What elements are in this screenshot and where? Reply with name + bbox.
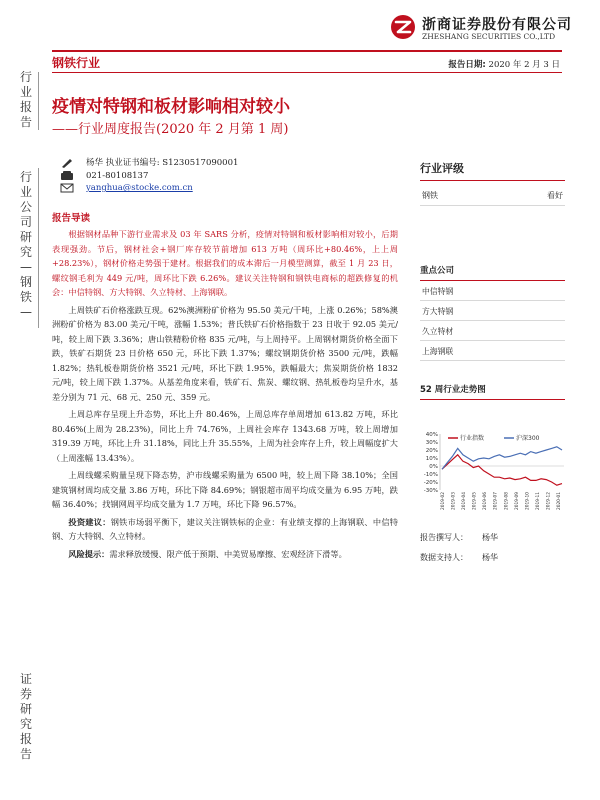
pen-icon xyxy=(60,158,74,168)
trend-chart xyxy=(418,428,568,510)
risk-label: 风险提示： xyxy=(68,548,110,559)
company-item: 久立特材 xyxy=(420,321,565,341)
side-tab-char: — xyxy=(20,305,32,319)
y-tick-label: 10% xyxy=(425,456,438,462)
sidebar-right xyxy=(420,160,565,400)
side-tab-char: 报 xyxy=(19,100,32,114)
x-tick-label: 2019-09 xyxy=(514,492,520,510)
guide-para-ore: 上周铁矿石价格涨跌互现。62%澳洲粉矿价格为 95.50 美元/干吨，上涨 0.26%；58%澳洲粉矿价格为 83.00 美元/干吨，涨幅 1.53%；普氏铁矿石价格指数于 23 日收于 92.05 美元/吨，较上周下跌 3.36%；唐山铁精粉价格 835 元/吨，与上周持平。上周钢材期货价格全面下跌，铁矿石期货 23 日价格 650 元，环比下跌 1.37%；螺纹钢期货价格 3500 元/吨，跌幅 1.82%；热轧板卷期货价格 3521 元/吨，环比下跌 1.95%，跌幅最大；焦炭期货价格 1832 元/吨，较上周下跌 1.37%。从基差角度来看，铁矿石、焦炭、螺纹钢、热轧板卷均呈升水，基差分别为 71 元、68 元、250 元、359 元。 xyxy=(52,304,398,402)
support-name: 杨华 xyxy=(482,553,498,562)
y-tick-label: 30% xyxy=(425,440,438,446)
side-tab-char: 行 xyxy=(19,70,32,84)
guide-para-inventory: 上周总库存呈现上升态势，环比上升 80.46%，上周总库存单周增加 613.82 万吨，环比 80.46%(上周为 28.23%)，同比上升 74.76%，上周社会库存 1343.68 万吨，较上周增加 319.39 万吨，环比上升 31.18%，同比上升 35.55%，上周为社会库存上升，较上周幅度扩大（上周涨幅 13.43%）。 xyxy=(52,409,398,463)
side-tab-char: 司 xyxy=(19,215,32,229)
x-tick-label: 2019-10 xyxy=(525,492,531,510)
y-tick-label: -10% xyxy=(423,472,438,478)
y-tick-label: -30% xyxy=(423,488,438,494)
side-tab-char: 告 xyxy=(19,747,32,761)
trend-chart-svg xyxy=(418,428,568,510)
side-tab-char: 证 xyxy=(19,672,32,686)
industry-tag: 钢铁行业 xyxy=(52,56,101,70)
page-title: 疫情对特钢和板材影响相对较小 xyxy=(52,97,290,117)
writer-label: 报告撰写人： xyxy=(420,533,468,542)
writer-name: 杨华 xyxy=(482,533,498,542)
rating-row xyxy=(420,190,565,206)
advice-text: 钢铁市场弱平衡下，建议关注钢铁标的企业：有业绩支撑的上海钢联、中信特钢、方大特钢、久立特材。 xyxy=(52,516,398,541)
rating-rule xyxy=(420,180,565,181)
side-tab-top xyxy=(14,70,38,130)
header-rule xyxy=(52,50,562,52)
guide-advice xyxy=(52,515,398,544)
side-tab-char: 行 xyxy=(19,170,32,184)
legend-label: 沪深300 xyxy=(516,435,540,442)
analyst-name-row xyxy=(60,157,238,170)
side-tab-char: 业 xyxy=(19,85,32,99)
x-tick-label: 2019-08 xyxy=(504,492,510,510)
guide-risk xyxy=(52,547,398,562)
side-tab-char: 告 xyxy=(19,115,32,129)
side-tab-char: 铁 xyxy=(19,290,32,304)
x-tick-label: 2019-06 xyxy=(483,492,489,510)
risk-text: 需求释放缓慢、限产低于预期、中美贸易摩擦、宏观经济下滑等。 xyxy=(109,548,347,559)
rating-title: 行业评级 xyxy=(420,162,464,175)
side-divider-middle xyxy=(38,168,39,328)
analyst-email-link[interactable]: yanghua@stocke.com.cn xyxy=(86,183,193,193)
x-tick-label: 2019-02 xyxy=(441,492,446,510)
x-tick-label: 2019-07 xyxy=(493,492,499,510)
x-tick-label: 2019-12 xyxy=(546,492,552,510)
side-tab-char: 报 xyxy=(19,732,32,746)
page-subtitle: ——行业周度报告(2020 年 2 月第 1 周) xyxy=(52,122,289,137)
side-tab-char: 公 xyxy=(19,200,32,214)
side-tab-char: 究 xyxy=(19,245,32,259)
x-tick-label: 2019-11 xyxy=(535,492,541,510)
mail-icon xyxy=(60,183,74,193)
companies-title: 重点公司 xyxy=(420,266,455,276)
analyst-email-row xyxy=(60,182,238,195)
side-tab-char: 研 xyxy=(19,702,32,716)
analyst-name: 杨华 执业证书编号: S1230517090001 xyxy=(86,158,239,168)
side-tab-char: 究 xyxy=(19,717,32,731)
analyst-phone: 021-80108137 xyxy=(86,170,149,181)
writer-row xyxy=(420,528,498,548)
side-tab-char: 钢 xyxy=(19,275,32,289)
x-tick-label: 2019-04 xyxy=(462,492,468,510)
y-tick-label: -20% xyxy=(423,480,438,486)
y-tick-label: 0% xyxy=(429,464,438,470)
rating-value: 看好 xyxy=(547,191,563,200)
side-tab-char: 券 xyxy=(19,687,32,701)
company-item: 方大特钢 xyxy=(420,301,565,321)
y-tick-label: 20% xyxy=(425,448,438,454)
company-item: 中信特钢 xyxy=(420,281,565,301)
company-name-en: ZHESHANG SECURITIES CO.,LTD xyxy=(422,32,556,41)
phone-icon xyxy=(60,171,74,181)
x-tick-label: 2019-05 xyxy=(472,492,478,510)
side-tab-char: 业 xyxy=(19,185,32,199)
advice-label: 投资建议： xyxy=(68,516,111,527)
company-item: 上海钢联 xyxy=(420,341,565,361)
analyst-phone-row xyxy=(60,170,238,183)
guide-para-purchase: 上周线螺采购量呈现下降态势，沪市线螺采购量为 6500 吨，较上周下降 38.10%；全国建筑钢材周均成交量 3.86 万吨，环比下降 84.69%；钢银超市周平均成交量为 6.95 万吨，跌幅 36.40%；找钢网周平均成交量为 1.7 万吨，环比下降 96.57%。 xyxy=(52,470,398,509)
side-tab-char: 研 xyxy=(19,230,32,244)
logo-mark-icon xyxy=(390,14,416,40)
support-row xyxy=(420,548,498,568)
x-tick-label: 2020-01 xyxy=(557,492,562,510)
side-tab-bottom xyxy=(14,672,38,762)
company-name-cn: 浙商证券股份有限公司 xyxy=(422,17,572,33)
rating-industry: 钢铁 xyxy=(422,191,438,200)
header-thin-rule xyxy=(52,72,562,73)
trend-rule xyxy=(420,399,565,400)
support-label: 数据支持人： xyxy=(420,553,468,562)
guide-intro: 根据钢材品种下游行业需求及 03 年 SARS 分析，疫情对特钢和板材影响相对较小，后期表现强劲。节后，钢材社会+钢厂库存较节前增加 613 万吨（周环比+80.46%，上上周+28.23%），钢材价格走势强于建材。根据我们的成本滞后一月模型测算，截至 1 月 23 日，螺纹钢毛利为 449 元/吨，周环比下跌 6.26%。建议关注特钢和钢铁电商标的超跌修复的机会：中信特钢、方大特钢、久立特材、上海钢联。 xyxy=(52,229,398,297)
date-value: 2020 年 2 月 3 日 xyxy=(488,60,560,70)
report-date xyxy=(448,58,560,70)
series-line-industry xyxy=(442,455,562,485)
legend-label: 行业指数 xyxy=(460,435,485,442)
company-logo xyxy=(390,12,572,46)
report-people xyxy=(420,528,498,568)
y-tick-label: 40% xyxy=(425,432,438,438)
x-tick-label: 2019-03 xyxy=(451,492,457,510)
side-divider-top xyxy=(38,72,39,130)
side-tab-char: — xyxy=(20,260,32,274)
side-tab-middle xyxy=(14,170,38,320)
date-label: 报告日期: xyxy=(448,60,486,70)
trend-title: 52 周行业走势图 xyxy=(420,385,486,395)
guide-title: 报告导读 xyxy=(52,213,91,224)
guide-body xyxy=(52,227,398,564)
analyst-info xyxy=(60,157,238,195)
